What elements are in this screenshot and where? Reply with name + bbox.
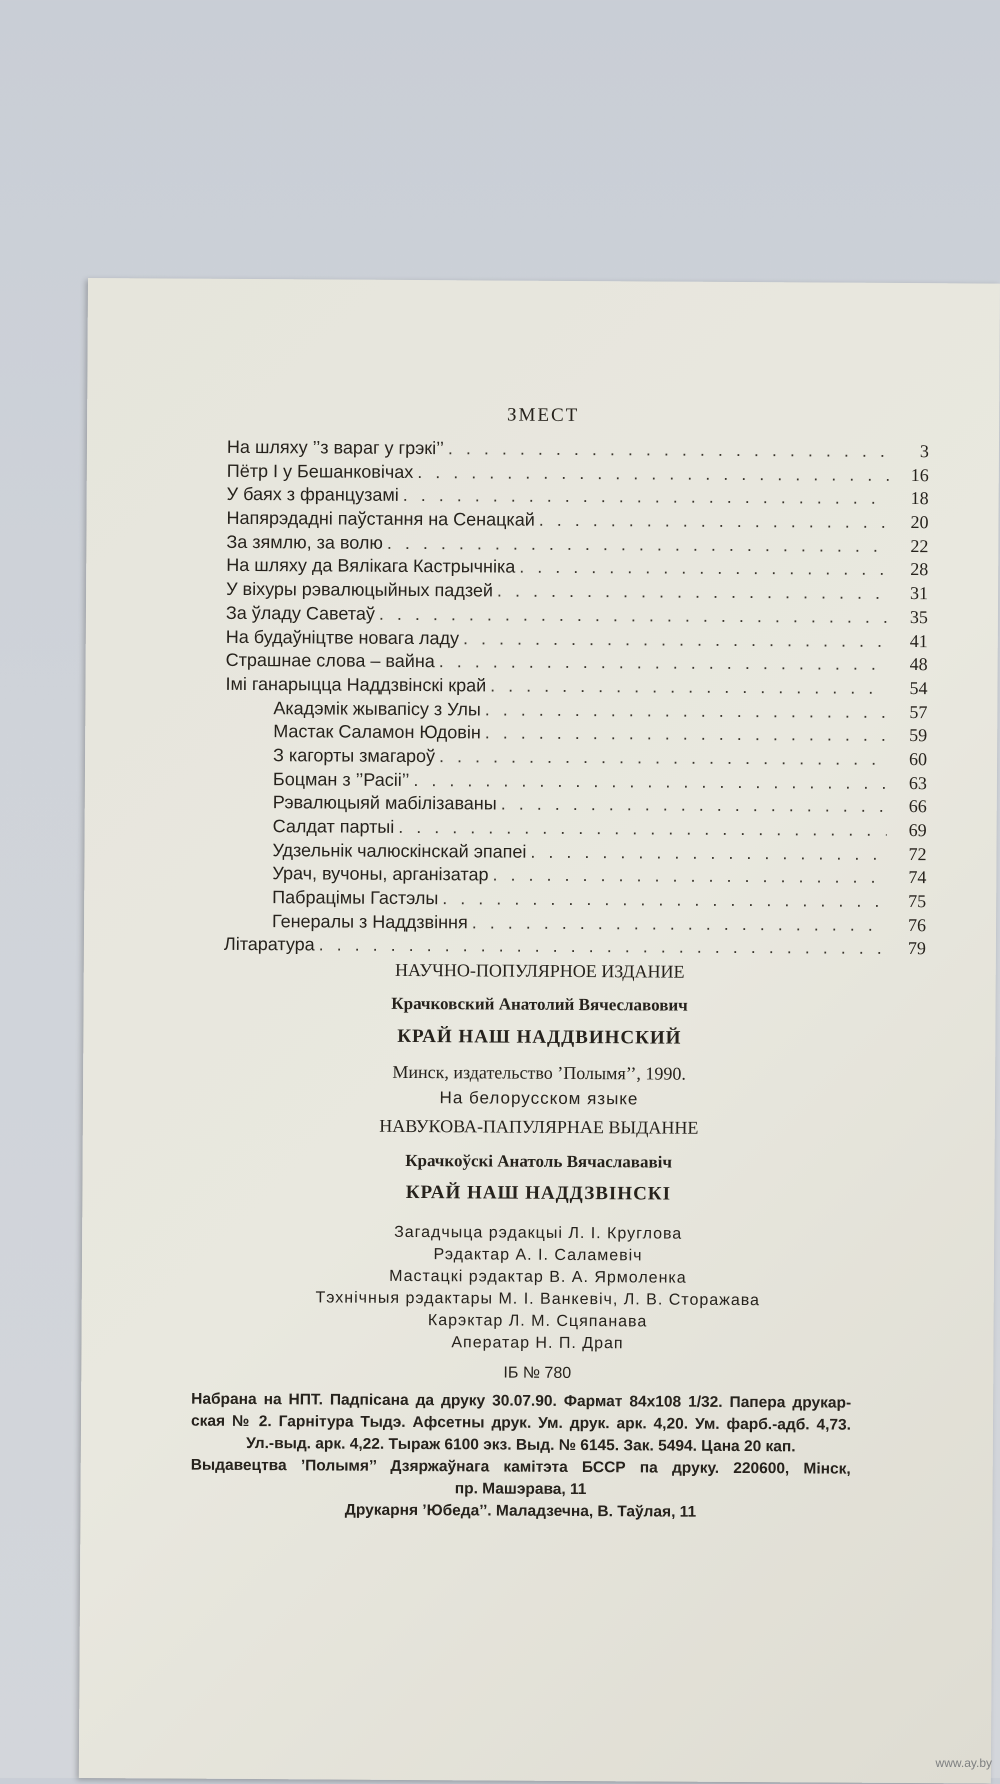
- toc-leader-dots: [448, 438, 889, 462]
- credit-line: Загадчыца рэдакцыі Л. І. Круглова: [394, 1223, 683, 1243]
- toc-leader-dots: [485, 723, 888, 746]
- toc-entry-page: 28: [910, 559, 929, 580]
- print-info-line: Ул.-выд. арк. 4,22. Тыраж 6100 экз. Выд. № 6145. Зак. 5494. Цана 20 кап.: [246, 1434, 796, 1456]
- toc-entry-title: Мастак Саламон Юдовін: [273, 721, 481, 743]
- toc-leader-dots: [398, 817, 886, 841]
- toc-entry-title: Удзельнік чалюскінскай эпапеі: [272, 839, 527, 862]
- toc-entry-title: Салдат партыі: [272, 816, 395, 837]
- print-info-line: Друкарня ’Юбеда’’. Маладзечна, В. Таўлая, 11: [344, 1501, 697, 1521]
- toc-entry-page: 31: [910, 583, 929, 604]
- credit-line: Рэдактар А. І. Саламевіч: [433, 1246, 643, 1265]
- imprint-by-heading: НАВУКОВА-ПАПУЛЯРНАЕ ВЫДАННЕ: [379, 1115, 699, 1138]
- imprint-by-title: КРАЙ НАШ НАДДЗВІНСКІ: [405, 1181, 672, 1205]
- toc-leader-dots: [379, 604, 888, 628]
- toc-entry-title: Урач, вучоны, арганізатар: [272, 863, 489, 885]
- toc-leader-dots: [490, 675, 887, 698]
- toc-entry-title: Боцман з ’’Расіі’’: [272, 768, 410, 790]
- toc-leader-dots: [492, 865, 886, 888]
- watermark: www.ay.by: [935, 1756, 992, 1770]
- toc-entry-title: З кагорты змагароў: [273, 745, 436, 767]
- toc-entry-page: 59: [909, 725, 928, 746]
- ib-number: ІБ № 780: [503, 1364, 572, 1382]
- toc-entry-page: 72: [908, 843, 927, 864]
- toc-entry-title: Генералы з Наддзвіння: [272, 910, 468, 933]
- toc-entry-page: 79: [907, 938, 926, 959]
- toc-entry-title: У баях з французамі: [226, 484, 399, 506]
- credit-line: Тэхнічныя рэдактары М. І. Ванкевіч, Л. В. Сторажава: [315, 1289, 761, 1310]
- toc-entry-page: 35: [909, 606, 929, 627]
- book-page: [79, 278, 1000, 1784]
- toc-entry-title: Літаратура: [223, 934, 315, 955]
- toc-entry: [224, 934, 926, 962]
- imprint-ru-publisher: Минск, издательство ’Полымя’’, 1990.: [392, 1061, 686, 1084]
- toc-entry-title: На шляху да Вялікага Кастрычніка: [226, 555, 516, 578]
- toc-leader-dots: [439, 651, 888, 675]
- toc-leader-dots: [501, 794, 887, 817]
- toc-entry-page: 60: [909, 748, 928, 770]
- toc-entry-page: 75: [908, 891, 927, 912]
- print-info-block: [190, 1389, 851, 1525]
- toc-entry-page: 74: [908, 867, 927, 888]
- toc-leader-dots: [413, 770, 887, 794]
- toc-entry-page: 22: [910, 535, 929, 556]
- toc-entry-page: 20: [910, 512, 929, 533]
- toc-leader-dots: [387, 533, 889, 557]
- toc-entry-title: У віхуры рэвалюцыйных падзей: [226, 578, 494, 601]
- toc-leader-dots: [463, 628, 888, 652]
- table-of-contents: [224, 437, 929, 962]
- toc-leader-dots: [519, 557, 888, 580]
- toc-entry-title: На шляху ’’з вараг у грэкі’’: [226, 436, 444, 459]
- imprint-by-author: Крачкоўскі Анатоль Вячаслававіч: [405, 1150, 673, 1172]
- toc-entry-title: За ўладу Саветаў: [225, 602, 375, 624]
- toc-entry-page: 48: [909, 654, 928, 675]
- credit-line: Мастацкі рэдактар В. А. Ярмоленка: [389, 1267, 687, 1287]
- toc-entry-page: 66: [908, 796, 927, 817]
- credits-block: [81, 1222, 994, 1360]
- toc-leader-dots: [485, 699, 888, 722]
- toc-leader-dots: [472, 912, 886, 936]
- toc-entry-title: Пётр I у Бешанковічах: [226, 460, 414, 482]
- toc-entry-page: 54: [909, 677, 928, 699]
- toc-leader-dots: [439, 746, 887, 770]
- credit-line: Карэктар Л. М. Сцяпанава: [427, 1312, 648, 1331]
- toc-entry-title: Напярэдадні паўстання на Сенацкай: [226, 507, 535, 530]
- toc-entry-page: 16: [910, 464, 929, 485]
- toc-leader-dots: [530, 841, 886, 864]
- toc-entry-page: 18: [910, 488, 929, 509]
- toc-leader-dots: [319, 935, 886, 959]
- imprint-ru-language: На белорусском языке: [439, 1088, 639, 1109]
- toc-entry-page: 69: [908, 820, 927, 841]
- toc-entry-page: 76: [908, 914, 927, 935]
- toc-heading: ЗМЕСТ: [506, 404, 580, 427]
- toc-entry-title: Страшнае слова – вайна: [225, 650, 435, 672]
- toc-entry-title: Імі ганарыцца Наддзвінскі край: [225, 673, 487, 696]
- toc-leader-dots: [442, 888, 886, 912]
- print-info-line: Выдавецтва ’Полымя’’ Дзяржаўнага камітэта БССР па друку. 220600, Мінск,: [190, 1456, 851, 1478]
- toc-entry-title: Пабрацімы Гастэлы: [272, 887, 439, 909]
- toc-entry-title: Рэвалюцыяй мабілізаваны: [272, 792, 497, 814]
- print-info-line: ская № 2. Гарнітура Тыдэ. Афсетны друк. Ум. друк. арк. 4,20. Ум. фарб.-адб. 4,73.: [190, 1412, 852, 1434]
- toc-entry-title: На будаўніцтве новага ладу: [225, 626, 460, 648]
- toc-entry-page: 57: [909, 701, 928, 722]
- toc-leader-dots: [403, 485, 889, 509]
- toc-entry-page: 3: [919, 441, 930, 462]
- toc-entry-title: За зямлю, за волю: [226, 531, 383, 553]
- toc-entry-title: Акадэмік жывапісу з Улы: [273, 697, 481, 719]
- imprint-ru-title: КРАЙ НАШ НАДДВИНСКИЙ: [397, 1025, 682, 1049]
- toc-leader-dots: [417, 462, 889, 486]
- print-info-line: пр. Машэрава, 11: [454, 1480, 587, 1499]
- toc-leader-dots: [497, 581, 888, 604]
- toc-leader-dots: [539, 510, 889, 533]
- imprint-ru-author: Крачковский Анатолий Вячеславович: [391, 993, 688, 1015]
- toc-entry-page: 63: [908, 772, 927, 793]
- credit-line: Аператар Н. П. Драп: [451, 1334, 624, 1353]
- print-info-line: Набрана на НПТ. Падпісана да друку 30.07.90. Фармат 84х108 1/32. Папера друкар-: [191, 1390, 852, 1412]
- toc-entry-page: 41: [909, 630, 928, 651]
- imprint-ru-heading: НАУЧНО-ПОПУЛЯРНОЕ ИЗДАНИЕ: [394, 959, 685, 982]
